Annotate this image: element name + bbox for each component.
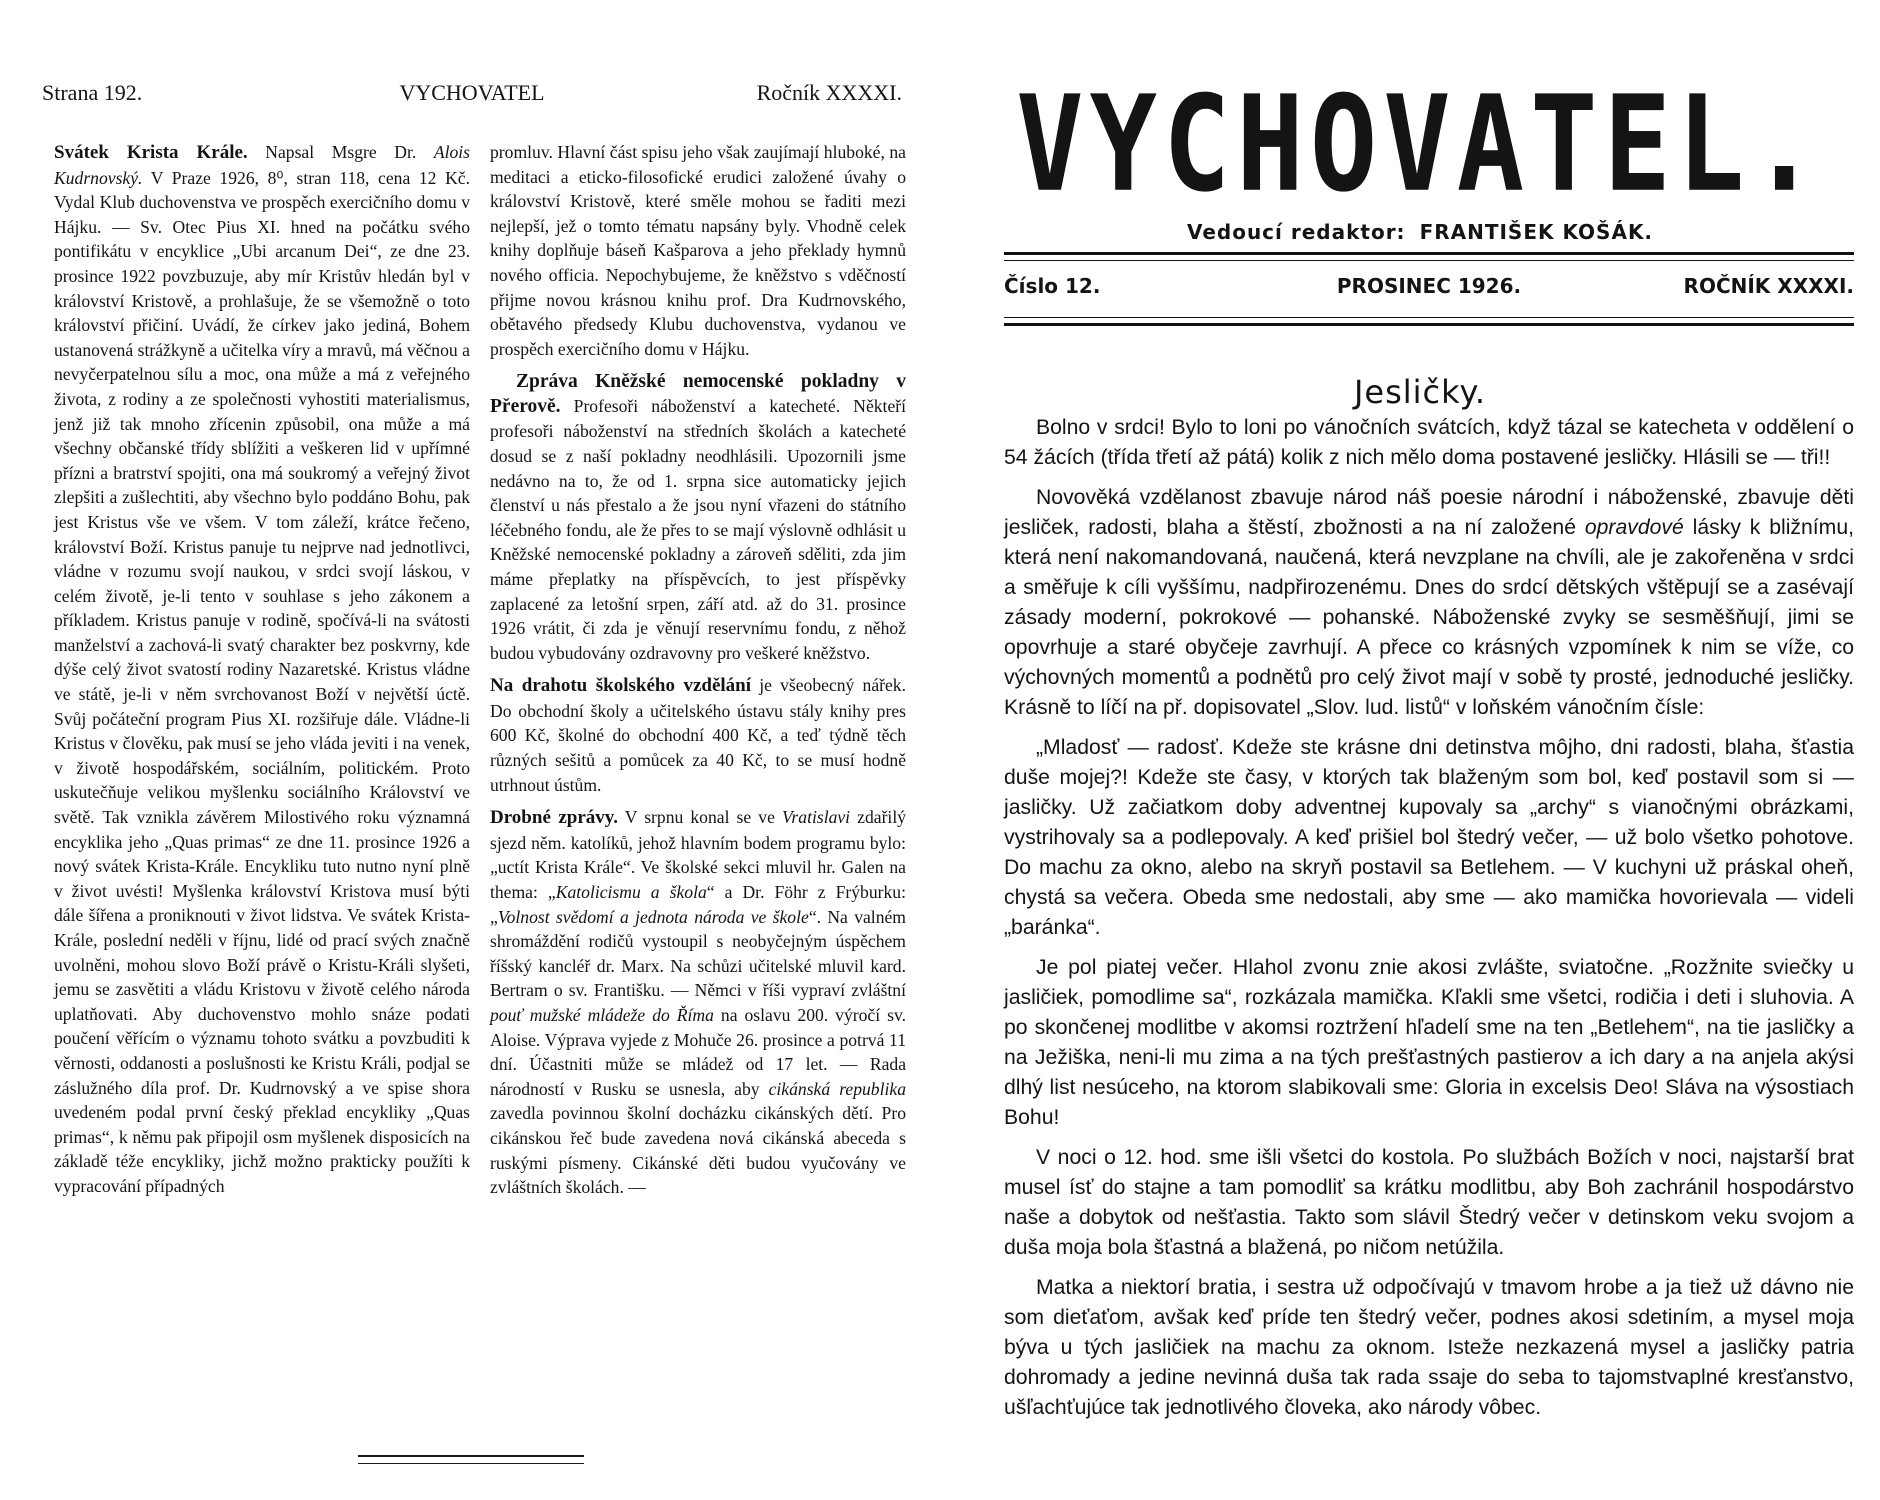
paragraph: „Mladosť — radosť. Kdeže ste krásne dni detinstva môjho, dni radosti, blaha, šťastia duše mojej?! Kdeže ste časy, v ktorých tak blaženým som bol, keď postavil som si — jasličky. Už začiatkom doby adventnej kupovaly sa „archy“ s vianočnými obrázkami, vystrihovaly sa a podlepovaly. A keď prišiel bol štedrý večer, — už bolo všetko pohotove. Do machu za okno, alebo na skryň postavil sa Betlehem. — V kuchyni už práskal oheň, chystá sa večera. Obeda sme nedostali, aby sme — ako mamička hovorievala — videli „baránka“. bbox=[1004, 736, 1854, 939]
masthead-title: VYCHOVATEL. bbox=[1016, 68, 1824, 222]
page-number: Strana 192. bbox=[42, 80, 143, 105]
right-page bbox=[980, 0, 1860, 1500]
paragraph-text: lásky k bližnímu, která není nakomandovaná, naučená, která nevzplane na chvíli, ale je zakořeněna v srdci a směřuje k cíli vyššímu, nadpřirozenému. Dnes do srdcí dětských vštěpují se a zasévají zásady moderní, pokrokové — pohanské. Náboženské zvyky se sesměšňují, jimi se opovrhuje a staré obyčeje zavrhují. A přece co krásných vzpomínek k nim se víže, co výchovných momentů a podnětů pro celý život mají v sobě ty prosté, jednoduché jesličky. Krásně to líčí na př. dopisovatel „Slov. lud. listů“ v loňském vánočním čísle: bbox=[1004, 516, 1854, 719]
paragraph: V noci o 12. hod. sme išli všetci do kostola. Po službách Božích v noci, najstarší brat musel ísť do stajne a tam pomodliť sa krátku modlitbu, aby Boh zachránil hospodárstvo naše a dobytok od nešťastia. Takto som slávil Štedrý večer v detinskom veku svojom a duša moja bola šťastná a blažená, po ničom netúžila. bbox=[1004, 1146, 1854, 1259]
divider-top bbox=[1004, 252, 1854, 261]
paragraph bbox=[1004, 483, 1854, 723]
editor-name: FRANTIŠEK KOŠÁK. bbox=[1419, 220, 1654, 244]
news-heading-short: Drobné zprávy. bbox=[490, 807, 618, 829]
news-theme: Volnost svědomí a jednota národa ve škole bbox=[497, 906, 809, 927]
issue-date: PROSINEC 1926. bbox=[1336, 274, 1522, 298]
news-text: “ a Dr. Föhr z Frýburku: „ bbox=[490, 882, 906, 927]
paragraph-emphasis: opravdové bbox=[1584, 516, 1684, 539]
left-column bbox=[54, 140, 470, 1199]
editor-label: Vedoucí redaktor: bbox=[1186, 220, 1406, 244]
review-text-cont: V Praze 1926, 8⁰, stran 118, cena 12 Kč. Vydal Klub duchovenstva ve prospěch exercičního domu v Hájku. — Sv. Otec Pius XI. hned na počátku svého pontifikátu v encyklice „Ubi arcanum Dei“, ze dne 23. prosince 1922 povzbuzuje, aby mír Kristův hledán byl v království Kristově, a prohlašuje, že se všemožně o toto království přičiní. Uvádí, že církev jako jediná, Bohem ustanovená strážkyně a učitelka víry a mravů, má věčnou a nevyčerpatelnou sílu a moc, ona může a má z veřejného života, z rodiny a ze společnosti vyhostiti materialismus, jenž již tak mnoho zřícenin způsobil, ona může a má všechny občanské třídy sblížiti a veškeren lid v upřímné přízni a bratrství spojiti, ona má soukromý a veřejný život zlepšiti a zušlechtiti, aby všechno bylo poddáno Bohu, pak jest Kristus vše ve všem. V tom záleží, krátce řečeno, království Boží. Kristus panuje tu nejprve nad jednotlivci, vládne v rozumu svojí naukou, v srdci svojí láskou, v celém životě, je-li tento v souhlase s jeho zákonem a příkladem. Kristus panuje v rodině, spočívá-li na svátosti manželství a zachová-li svatý charakter bez poskvrny, kde dýše celý život svatostí rodiny Nazaretské. Kristus vládne ve státě, je-li v něm svrchovanost Boží v největší úctě. Svůj počáteční program Pius XI. rozšiřuje dále. Vládne-li Kristus v člověku, pak musí se jeho vláda jeviti i na venek, v životě hospodářském, sociálním, politickém. Proto uskutečňuje velikou myšlenku sociálního Království ve světě. Tak vznikla závěrem Milostivého roku významná encyklika jeho „Quas primas“ ze dne 11. prosince 1926 a nový svátek Krista-Krále. Encykliku tuto nutno nyní plně v život uvésti! Myšlenka království Kristova musí býti dále šířena a proniknouti v život lidstva. Ve svátek Krista-Krále, poslední neděli v říjnu, lidé od prací svých značně uvolněni, mohou slovo Boží právě o Kristu-Králi slyšeti, jemu se zasvětiti a vládu Kristovu v životě celého národa uplatňovati. Aby duchovenstvo mohlo snáze podati poučení věřícím o významu tohoto svátku a povzbuditi k věrnosti, oddanosti a poslušnosti ke Kristu Králi, podjal se záslužného díla prof. Dr. Kudrnovský a ve spise shora uvedeném podal první český překlad encykliky „Quas primas“, k němu pak připojil osm myšlenek disposicích na základě téže encykliky, jichž možno prakticky použíti k vypracování případných bbox=[54, 167, 470, 1196]
news-theme: Katolicismu a škola bbox=[555, 882, 707, 903]
news-item-insurance bbox=[490, 369, 906, 665]
article-body bbox=[1004, 413, 1854, 1423]
review-author: Alois Kudrnovský. bbox=[54, 142, 471, 188]
news-text: V srpnu konal se ve bbox=[617, 807, 782, 828]
paragraph: Matka a niektorí bratia, i sestra už odpočívajú v tmavom hrobe a ja tiež už dávno nie som dieťaťom, avšak keď príde ten štedrý večer, podnes akosi sdetiním, a mysel moja býva u tých jasličiek na machu za oknom. Isteže nezkazená mysel a jasličky patria dohromady a jedine nevinná duša tak rada ssaje do seba to tajomstvaplné kresťanstvo, ušľachťujúce tak jednotlivého človeka, ako národy vôbec. bbox=[1004, 1276, 1854, 1419]
article-title: Jesličky. bbox=[1353, 373, 1487, 411]
review-ending: promluv. Hlavní část spisu jeho však zaujímají hluboké, na meditaci a eticko-filosofické erudici založené úvahy o království Kristově, které směle mohou se řaditi mezi nejlepší, jež o tomto tématu napsány byly. Vhodně celek knihy doplňuje báseň Kašparova a jeho překlady hymnů nového officia. Nepochybujeme, že kněžstvo s vděčností přijme novou krásnou knihu prof. Dra Kudrnovského, obětavého předsedy Klubu duchovenstva, vydanou ve prospěch exercičního domu v Hájku. bbox=[490, 142, 906, 359]
news-text: “. Na valném shromáždění rodičů vystoupil s neobyčejným úspěchem říšský kancléř dr. Marx. Na schůzi učitelské mluvil kard. Bertram o sv. Františku. — Němci v říši vypraví zvláštní bbox=[490, 906, 906, 1001]
review-heading: Svátek Krista Krále. bbox=[54, 142, 248, 163]
issue-volume: ROČNÍK XXXXI. bbox=[1683, 274, 1854, 298]
divider-bottom bbox=[1004, 317, 1854, 326]
news-republic: cikánská republika bbox=[768, 1078, 906, 1099]
news-text: zavedla povinnou školní docházku cikánských dětí. Pro cikánskou řeč bude zavedena nová cikánská abeceda s ruskými písmeny. Cikánské děti budou vyučovány ve zvláštních školách. — bbox=[490, 1103, 906, 1198]
news-heading-insurance: Zpráva Kněžské nemocenské pokladny v Přerově. bbox=[490, 371, 906, 418]
end-rule bbox=[358, 1455, 584, 1464]
volume-label: Ročník XXXXI. bbox=[756, 80, 902, 105]
issue-line bbox=[1004, 274, 1854, 304]
news-heading-education-cost: Na drahotu školského vzdělání bbox=[490, 675, 752, 697]
news-pilgrimage: pouť mužské mládeže do Říma bbox=[490, 1005, 714, 1025]
review-text: Napsal Msgre Dr. bbox=[247, 142, 434, 162]
running-head bbox=[42, 80, 902, 112]
news-text-education-cost: je všeobecný nářek. Do obchodní školy a učitelského ústavu stály knihy pres 600 Kč, školné do obchodní 400 Kč, a teď týdně těch různých sešitů a pomůcek za 40 Kč, to se musí hodně utrhnout ústům. bbox=[490, 675, 906, 795]
news-text: na oslavu 200. výročí sv. Aloise. Výprava vyjede z Mohuče 26. prosince a potrvá 11 dní. Účastniti může se mládež od 17 let. — Rada národností v Rusku se usnesla, aby bbox=[490, 1005, 906, 1099]
editor-line bbox=[980, 220, 1860, 244]
paragraph-text: Novověká vzdělanost zbavuje národ náš poesie národní i náboženské, zbavuje děti jesliček, radosti, blaha a štěstí, zbožnosti a na ní založené bbox=[1004, 486, 1854, 539]
right-column bbox=[490, 140, 906, 1200]
paragraph: Je pol piatej večer. Hlahol zvonu znie akosi zvlášte, sviatočne. „Rozžnite sviečky u jasličiek, pomodlime sa“, rozkázala mamička. Kľakli sme všetci, rodičia i deti i sluhovia. A po skončenej modlitbe v akomsi roztržení hľadelí sme na ten „Betlehem“, na tie jasličky a na Ježiška, neni-li mu zima a na tých prešťastných pastierov a ich dary a na anjela akýsi dlhý list nesúceho, na ktorom slabikovali sme: Gloria in excelsis Deo! Sláva na výsostiach Bohu! bbox=[1004, 956, 1854, 1129]
news-text: zdařilý sjezd něm. katolíků, jehož hlavním bodem programu bylo: „uctít Krista Krále“. Ve školské sekci mluvil hr. Galen na thema: „ bbox=[490, 807, 907, 903]
running-title: VYCHOVATEL bbox=[399, 80, 545, 105]
news-place: Vratislavi bbox=[781, 807, 851, 828]
news-text-insurance: Profesoři náboženství a katecheté. Někteří profesoři náboženství na středních školách a katecheté dosud se z naší pokladny neodhlásili. Upozornili jsme nedávno na to, že od 1. srpna sice automaticky jejich členství u nás přestalo a že jsou nyní vřazeni do státního léčebného fondu, ale že přes to se mají výslovně odhlásit u Kněžské nemocenské pokladny a zároveň sděliti, zda jim máme přeplatky na příspěvcích, to jest příspěvky zaplacené za letošní srpen, září atd. až do 31. prosince 1926 vrátit, či zda je věnují reservnímu fondu, z něhož budou vybudovány ozdravovny pro veškeré kněžstvo. bbox=[490, 396, 906, 663]
paragraph: Bolno v srdci! Bylo to loni po vánočních svátcích, když tázal se katecheta v oddělení o 54 žácích (třída třetí až pátá) kolik z nich mělo doma postavené jesličky. Hlásili se — tři!! bbox=[1004, 416, 1854, 469]
issue-number: Číslo 12. bbox=[1004, 274, 1101, 298]
